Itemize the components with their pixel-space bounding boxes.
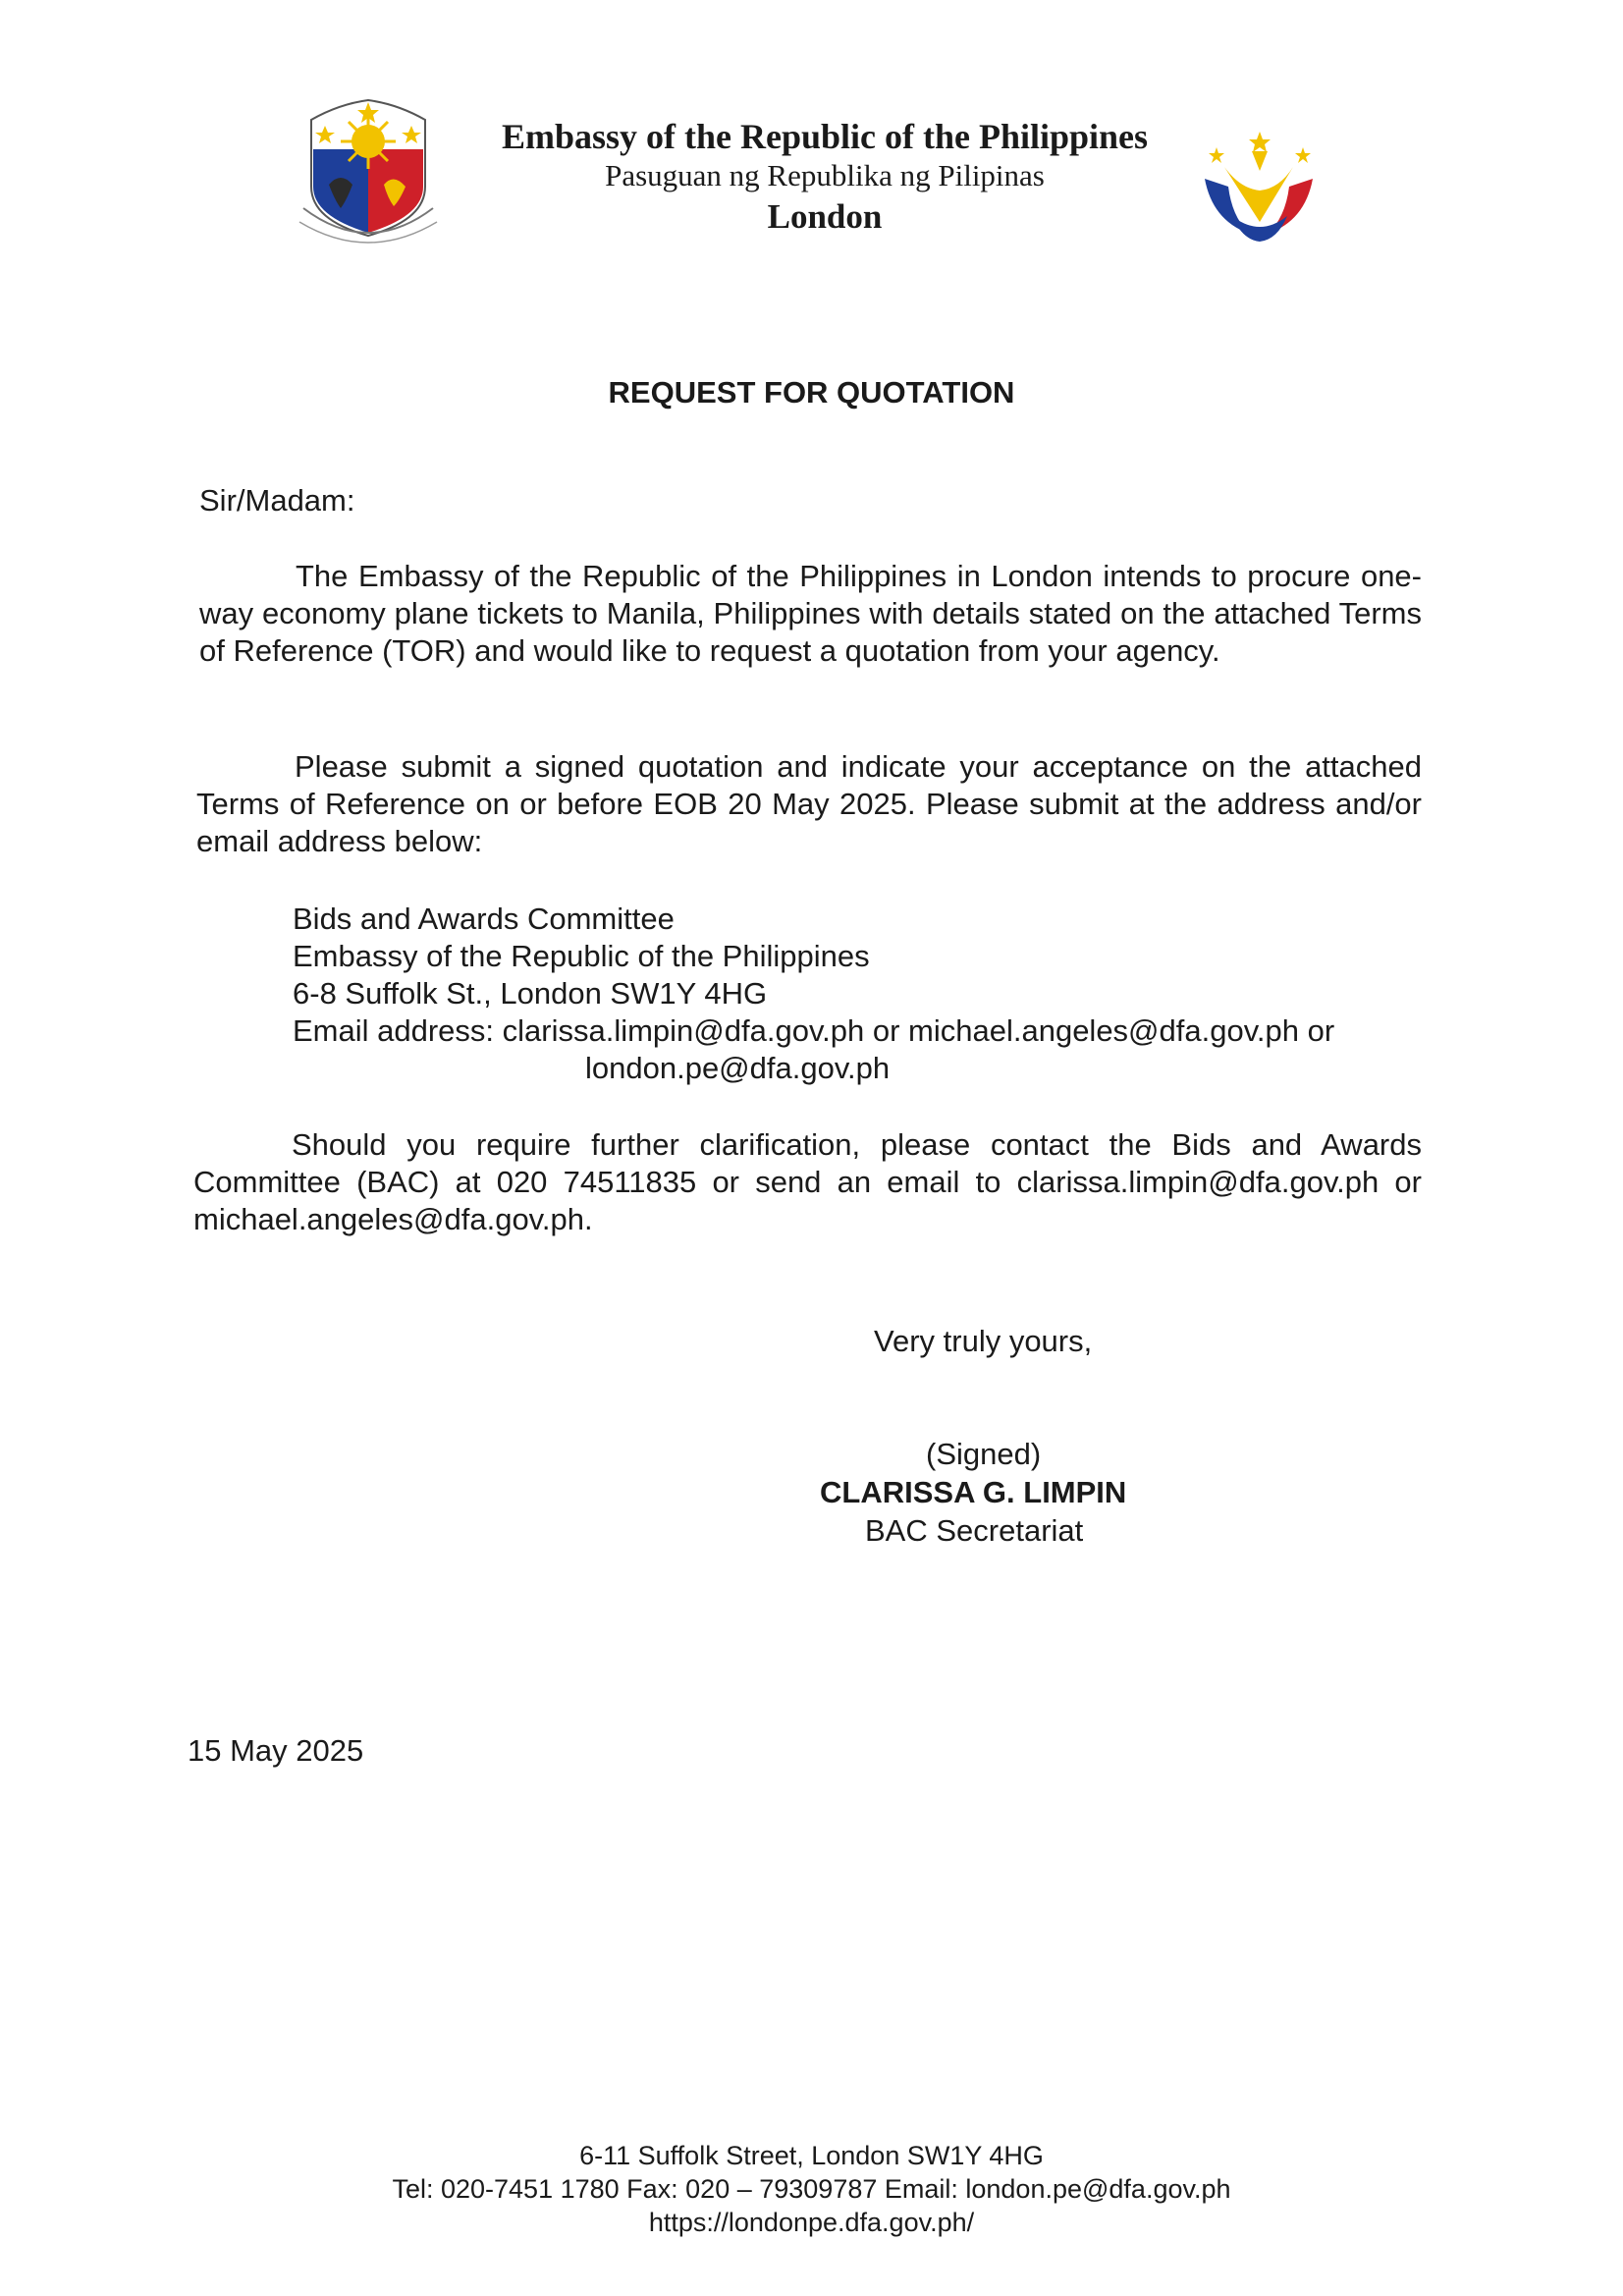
footer <box>0 2139 1623 2239</box>
bagong-pilipinas-logo-icon <box>1183 128 1335 265</box>
address-line-email-cont: london.pe@dfa.gov.ph <box>585 1051 891 1085</box>
philippine-seal-icon <box>290 90 447 259</box>
closing: Very truly yours, <box>874 1324 1093 1358</box>
salutation: Sir/Madam: <box>199 483 355 518</box>
letterhead <box>432 116 1217 240</box>
signer-position: BAC Secretariat <box>865 1513 1084 1548</box>
footer-contact: Tel: 020-7451 1780 Fax: 020 – 79309787 Email: london.pe@dfa.gov.ph <box>392 2174 1231 2204</box>
footer-website: https://londonpe.dfa.gov.ph/ <box>648 2208 975 2237</box>
body-paragraph-1: The Embassy of the Republic of the Philippines in London intends to procure one-way economy plane tickets to Manila, Philippines with details stated on the attached Terms of Reference (TOR) and would like to request a quotation from your agency. <box>199 559 1422 668</box>
signer-name: CLARISSA G. LIMPIN <box>820 1475 1127 1509</box>
footer-address: 6-11 Suffolk Street, London SW1Y 4HG <box>579 2141 1044 2170</box>
body-paragraph-2: Please submit a signed quotation and indicate your acceptance on the attached Terms of Reference on or before EOB 20 May 2025. Please submit at the address and/or email address below: <box>196 749 1422 858</box>
address-line-street: 6-8 Suffolk St., London SW1Y 4HG <box>293 976 768 1011</box>
embassy-name: Embassy of the Republic of the Philippines <box>501 117 1149 156</box>
document-date: 15 May 2025 <box>188 1733 364 1768</box>
signed-mark: (Signed) <box>926 1437 1042 1471</box>
address-line-embassy: Embassy of the Republic of the Philippines <box>293 939 870 973</box>
address-line-committee: Bids and Awards Committee <box>293 902 675 936</box>
address-line-email: Email address: clarissa.limpin@dfa.gov.ph or michael.angeles@dfa.gov.ph or <box>293 1013 1335 1048</box>
address-block <box>293 901 1432 1087</box>
embassy-name-filipino: Pasuguan ng Republika ng Pilipinas <box>605 158 1045 192</box>
body-paragraph-3: Should you require further clarification, please contact the Bids and Awards Committee (BAC) at 020 74511835 or send an email to clarissa.limpin@dfa.gov.ph or michael.angeles@dfa.gov.ph. <box>193 1127 1422 1236</box>
document-title: REQUEST FOR QUOTATION <box>608 375 1015 410</box>
embassy-city: London <box>767 197 883 236</box>
